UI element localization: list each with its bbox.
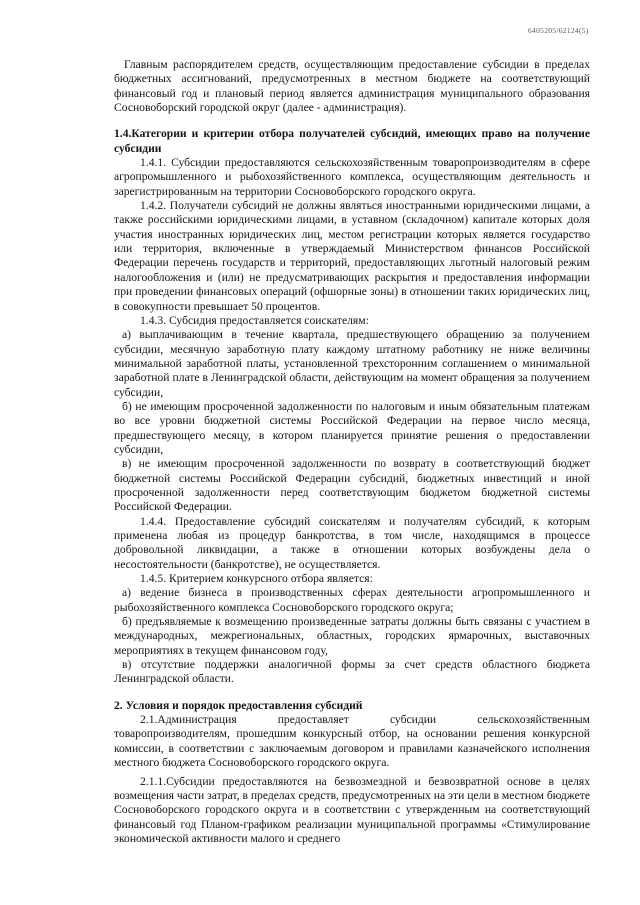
paragraph-1-4-3-v: в) не имеющим просроченной задолженности по возврату в соответствующий бюджет бюджетной системы Российской Федерации субсидий, бюджетных инвестиций и иной просроченной задолженности перед соответствующим бюджетом бюджетной системы Российской Федерации. — [114, 457, 590, 514]
paragraph-1-4-3: 1.4.3. Субсидия предоставляется соискателям: — [140, 313, 369, 327]
paragraph-1-4-5-b: б) предъявляемые к возмещению произведенные затраты должны быть связаны с участием в международных, межрегиональных, областных, городских ярмарочных, выставочных мероприятиях в текущем финансовом году, — [114, 615, 590, 657]
section-heading-1-4: 1.4.Категории и критерии отбора получателей субсидий, имеющих право на получение субсидии — [114, 127, 590, 155]
paragraph-1-4-4: 1.4.4. Предоставление субсидий соискателям и получателям субсидий, к которым применена любая из процедур банкротства, в том числе, находящимся в процессе добровольной ликвидации, а также в отношении которых возбуждены дела о несостоятельности (банкротстве), не осуществляется. — [114, 514, 590, 571]
paragraph-intro: Главным распорядителем средств, осуществляющим предоставление субсидии в пределах бюджетных ассигнований, предусмотренных в местном бюджете на соответствующий финансовый год и плановый период является администрация муниципального образования Сосновоборский городской округ (далее - администрация). — [114, 58, 590, 115]
paragraph-1-4-3-b: б) не имеющим просроченной задолженности по налоговым и иным обязательным платежам во все уровни бюджетной системы Российской Федерации на первое число месяца, предшествующего месяцу, в котором планируется принятие решения о предоставлении субсидии, — [114, 399, 590, 456]
document-body — [114, 58, 590, 846]
paragraph-1-4-1: 1.4.1. Субсидии предоставляются сельскохозяйственным товаропроизводителям в сфере агропромышленного и рыбохозяйственного комплекса, осуществляющим деятельность и зарегистрированным на территории Сосновоборского городского округа. — [114, 156, 590, 198]
section-heading-2: 2. Условия и порядок предоставления субсидий — [114, 698, 363, 712]
paragraph-1-4-5-v: в) отсутствие поддержки аналогичной формы за счет средств областного бюджета Ленинградской области. — [114, 658, 590, 686]
paragraph-1-4-2: 1.4.2. Получатели субсидий не должны являться иностранными юридическими лицами, а также российскими юридическими лицами, в уставном (складочном) капитале которых доля участия иностранных юридических лиц, местом регистрации которых является государство или территория, включенные в утверждаемый Министерством финансов Российской Федерации перечень государств и территорий, предоставляющих льготный налоговый режим налогообложения и (или) не предусматривающих раскрытия и предоставления информации при проведении финансовых операций (офшорные зоны) в отношении таких юридических лиц, в совокупности превышает 50 процентов. — [114, 199, 590, 313]
paragraph-2-1-1: 2.1.1.Субсидии предоставляются на безвозмездной и безвозвратной основе в целях возмещения части затрат, в пределах средств, предусмотренных на эти цели в местном бюджете Сосновоборского городского округа и в соответствии с утвержденным на соответствующий финансовый год Планом-графиком реализации муниципальной программы «Стимулирование экономической активности малого и среднего — [114, 774, 590, 845]
paragraph-1-4-3-a: а) выплачивающим в течение квартала, предшествующего обращению за получением субсидии, месячную заработную плату каждому штатному работнику не ниже величины минимальной заработной платы, установленной трехсторонним соглашением о минимальной заработной плате в Ленинградской области, действующим на момент обращения за получением субсидии, — [114, 328, 590, 399]
paragraph-1-4-5-a: а) ведение бизнеса в производственных сферах деятельности агропромышленного и рыбохозяйственного комплекса Сосновоборского городского округа; — [114, 586, 590, 614]
paragraph-1-4-5: 1.4.5. Критерием конкурсного отбора является: — [140, 572, 373, 586]
document-id: 6405205/62124(5) — [528, 26, 589, 35]
paragraph-2-1: 2.1.Администрация предоставляет субсидии сельскохозяйственным товаропроизводителям, прошедшим конкурсный отбор, на основании решения конкурсной комиссии, в соответствии с заключаемым договором и правилами казначейского исполнения местного бюджета Сосновоборского городского округа. — [114, 713, 590, 770]
